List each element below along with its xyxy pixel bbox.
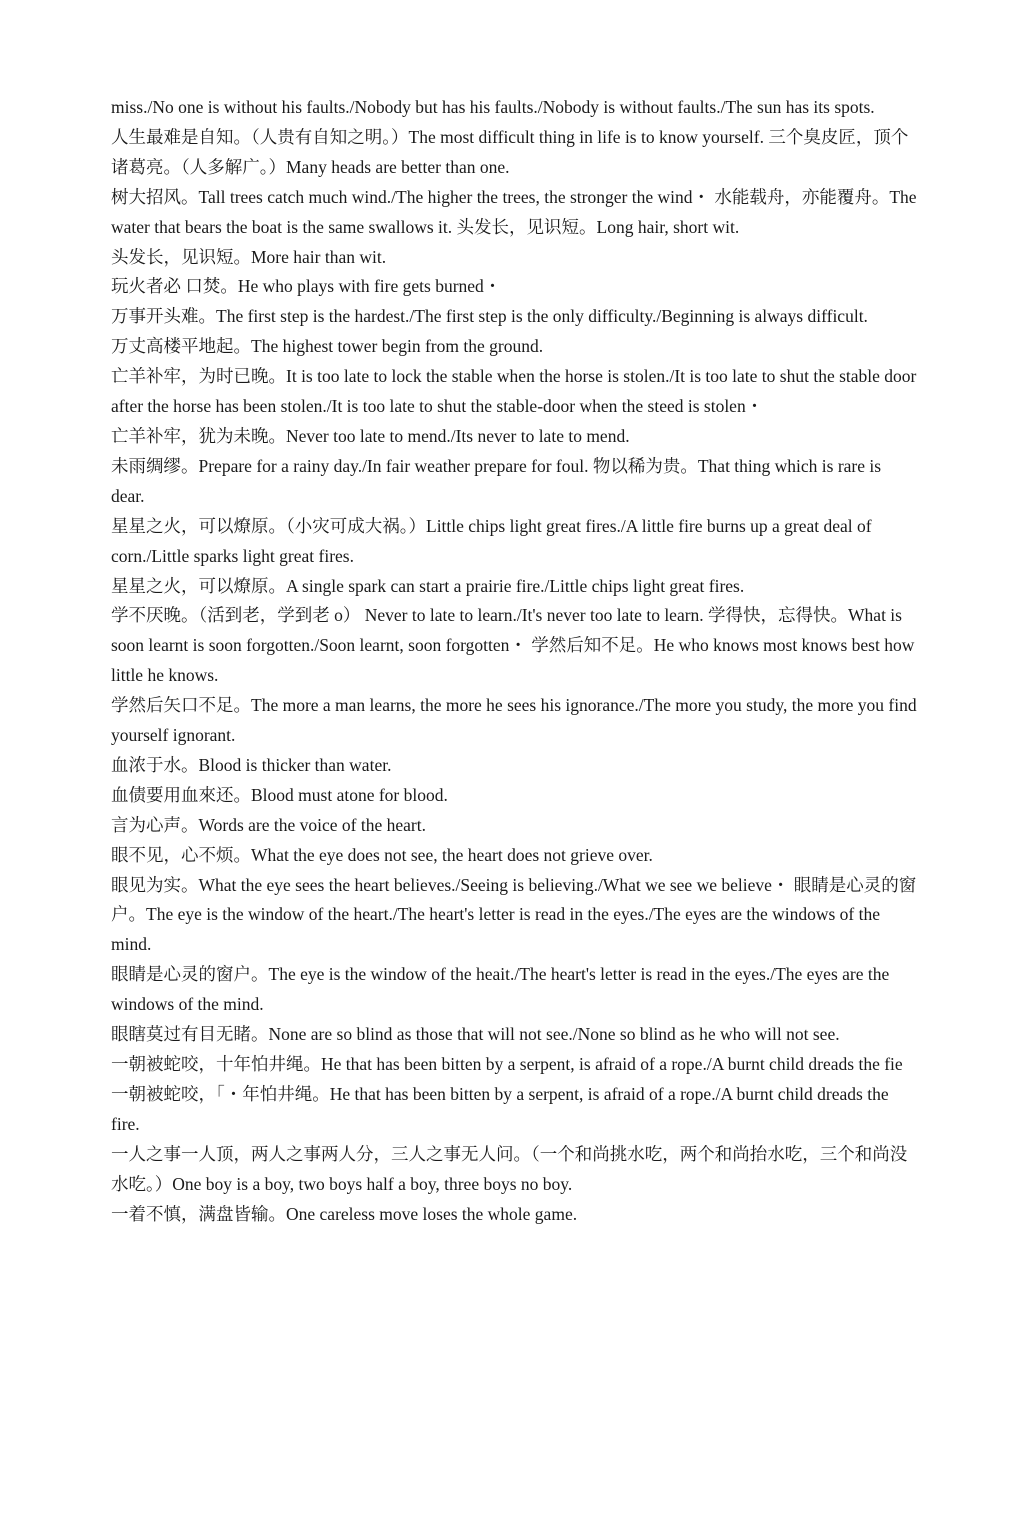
proverb-paragraph: 未雨绸缪。Prepare for a rainy day./In fair weather prepare for foul. 物以稀为贵。That thing which is rare is dear.: [111, 455, 882, 506]
proverb-paragraph: 血债要用血來还。Blood must atone for blood.: [111, 784, 448, 805]
proverb-paragraph: 学不厌晚。（活到老，学到老 o） Never to late to learn./It's never too late to learn. 学得快，忘得快。What is soon learnt is soon forgotten./Soon learnt, soon forgotten・ 学然后知不足。He who knows most knows best how little he knows.: [111, 605, 915, 686]
proverb-paragraph: 树大招风。Tall trees catch much wind./The higher the trees, the stronger the wind・ 水能载舟，亦能覆舟。The water that bears the boat is the same swallows it. 头发长，见识短。Long hair, short wit.: [111, 186, 917, 237]
proverb-paragraph: 万丈高楼平地起。The highest tower begin from the ground.: [111, 336, 544, 357]
proverb-paragraph: 眼瞎莫过有目无睹。None are so blind as those that will not see./None so blind as he who will not see.: [111, 1024, 840, 1045]
proverb-paragraph: miss./No one is without his faults./Nobody but has his faults./Nobody is without faults./The sun has its spots.: [111, 97, 875, 117]
proverb-paragraph: 一朝被蛇咬，十年怕井绳。He that has been bitten by a serpent, is afraid of a rope./A burnt child dreads the fie: [111, 1054, 903, 1074]
proverb-paragraph: 一朝被蛇咬，「・年怕井绳。He that has been bitten by a serpent, is afraid of a rope./A burnt child dreads the fire.: [111, 1083, 889, 1134]
proverb-paragraph: 亡羊补牢，犹为未晚。Never too late to mend./Its never to late to mend.: [111, 425, 630, 446]
proverb-paragraph: 眼不见，心不烦。What the eye does not see, the heart does not grieve over.: [111, 844, 653, 865]
proverb-paragraph: 言为心声。Words are the voice of the heart.: [111, 814, 426, 835]
proverb-paragraph: 玩火者必 口焚。He who plays with fire gets burned・: [111, 276, 502, 297]
proverb-paragraph: 亡羊补牢，为时已晚。It is too late to lock the stable when the horse is stolen./It is too late to shut the stable door after the horse has been stolen./It is too late to shut the stable-door when the steed is stolen・: [111, 366, 917, 417]
proverb-paragraph: 眼睛是心灵的窗户。The eye is the window of the heait./The heart's letter is read in the eyes./The eyes are the windows of the mind.: [111, 964, 890, 1015]
proverb-paragraph: 血浓于水。Blood is thicker than water.: [111, 754, 392, 775]
proverb-paragraph: 学然后矢口不足。The more a man learns, the more he sees his ignorance./The more you study, the more you find yourself ignorant.: [111, 695, 917, 746]
proverb-paragraph: 眼见为实。What the eye sees the heart believes./Seeing is believing./What we see we believe・ 眼睛是心灵的窗户。The eye is the window of the heart./The heart's letter is read in the eyes./The eyes are the windows of the mind.: [111, 874, 917, 955]
proverb-paragraph: 万事开头难。The first step is the hardest./The first step is the only difficulty./Beginning is always difficult.: [111, 306, 868, 327]
proverb-paragraph: 一人之事一人顶，两人之事两人分，三人之事无人问。（一个和尚挑水吃，两个和尚抬水吃，三个和尚没水吃。）One boy is a boy, two boys half a boy, three boys no boy.: [111, 1143, 908, 1194]
proverb-paragraph: 人生最难是自知。（人贵有自知之明。）The most difficult thing in life is to know yourself. 三个臭皮匠，顶个诸葛亮。（人多解广。）Many heads are better than one.: [111, 126, 909, 177]
proverb-paragraph: 星星之火，可以燎原。A single spark can start a prairie fire./Little chips light great fires.: [111, 575, 745, 596]
proverb-paragraph: 星星之火，可以燎原。（小灾可成大祸。）Little chips light great fires./A little fire burns up a great deal of corn./Little sparks light great fires.: [111, 515, 872, 566]
proverb-paragraph: 头发长，见识短。More hair than wit.: [111, 246, 387, 267]
document-page: [111, 93, 917, 1229]
proverb-paragraph: 一着不慎，满盘皆输。One careless move loses the whole game.: [111, 1203, 578, 1224]
